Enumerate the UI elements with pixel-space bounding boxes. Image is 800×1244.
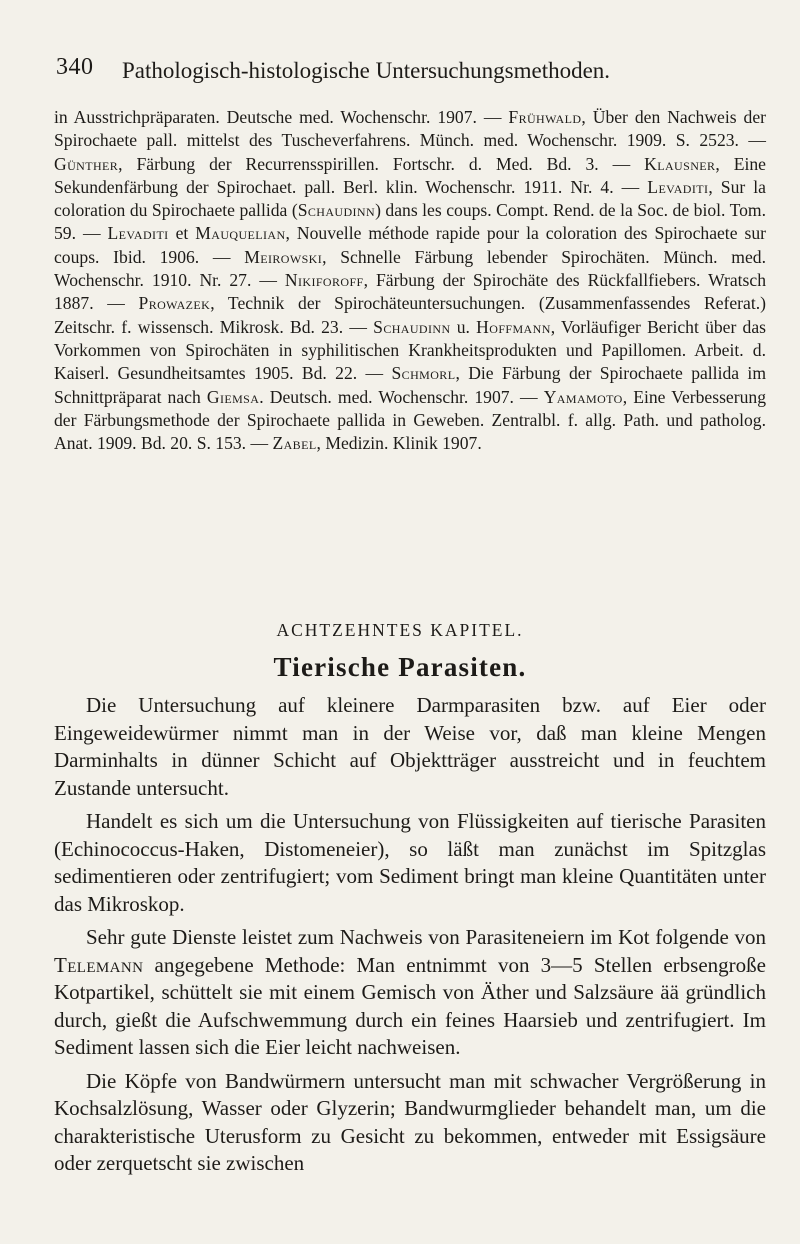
ref-author: Giemsa	[206, 386, 260, 407]
ref-text: , Schnelle Färbung lebender Spirochäten. Münch. med. Wochenschr. 1910. Nr. 27. —	[54, 246, 766, 291]
ref-author: Günther	[54, 153, 119, 174]
ref-text: , Sur la coloration du Spirochaete pallida (	[54, 176, 766, 221]
ref-text: , Eine Verbesserung der Färbungsmethode der Spirochaete pallida in Geweben. Zentralbl. f. allg. Path. und patholog. Anat. 1909. Bd. 20. S. 153. —	[54, 386, 766, 454]
ref-author: Frühwald	[508, 107, 582, 127]
ref-text: et	[168, 223, 196, 244]
bibliography-text	[54, 106, 766, 455]
page-header	[0, 52, 800, 92]
ref-text: u.	[450, 316, 477, 337]
ref-author: Yamamoto	[543, 386, 623, 407]
ref-author: Klausner	[644, 153, 716, 174]
ref-text: in Ausstrichpräparaten. Deutsche med. Wochenschr. 1907. —	[54, 107, 509, 127]
ref-text: , Über den Nachweis der Spirochaete pall. mittelst des Tuscheverfahrens. Münch. med. Wochenschr. 1909. S. 2523. —	[54, 107, 767, 151]
chapter-body	[54, 692, 766, 1178]
ref-text: , Vorläufiger Bericht über das Vorkommen von Spirochäten in syphilitischen Krankheitsprodukten und Papillomen. Arbeit. d. Kaiserl. Gesundheitsamtes 1905. Bd. 22. —	[54, 316, 767, 384]
page-number: 340	[56, 54, 94, 80]
ref-text: ) dans les coups. Compt. Rend. de la Soc. de biol. Tom. 59. —	[54, 200, 766, 244]
chapter-label: ACHTZEHNTES KAPITEL.	[276, 620, 524, 640]
ref-text: , Die Färbung der Spirochaete pallida im Schnittpräparat nach	[54, 363, 767, 407]
paragraph-1: Die Untersuchung auf kleinere Darmparasiten bzw. auf Eier oder Eingeweidewürmer nimmt man in der Weise vor, daß man kleine Mengen Darminhalts in dünner Schicht auf Objektträger ausstreicht und in feuchtem Zustande untersucht.	[54, 693, 766, 800]
paragraph-4: Die Köpfe von Bandwürmern untersucht man mit schwacher Vergrößerung in Kochsalzlösung, Wasser oder Glyzerin; Bandwurmglieder behandelt man, um die charakteristische Uterusform zu Gesicht zu bekommen, entweder mit Essigsäure oder zerquetscht sie zwischen	[54, 1068, 766, 1175]
ref-author: Schaudinn	[373, 316, 451, 337]
paragraph-3-author: Telemann	[54, 952, 144, 977]
ref-author: Mauquelian	[195, 223, 286, 244]
ref-author: Nikiforoff	[284, 270, 364, 291]
ref-author: Meirowski	[244, 246, 323, 267]
chapter-title: Tierische Parasiten.	[273, 652, 527, 682]
bibliography-block	[54, 106, 766, 455]
ref-author: Levaditi	[647, 176, 709, 197]
ref-text: , Technik der Spirochäteuntersuchungen. (Zusammenfassendes Referat.) Zeitschr. f. wissensch. Mikrosk. Bd. 23. —	[54, 293, 767, 337]
ref-text: . Deutsch. med. Wochenschr. 1907. —	[259, 386, 544, 407]
ref-author: Schaudinn	[297, 200, 376, 221]
running-title: Pathologisch-histologische Untersuchungsmethoden.	[122, 58, 611, 83]
ref-text: , Färbung der Recurrensspirillen. Fortschr. d. Med. Bd. 3. —	[118, 153, 645, 174]
ref-author: Hoffmann	[476, 316, 551, 337]
ref-text: , Nouvelle méthode rapide pour la coloration des Spirochaete sur coups. Ibid. 1906. —	[54, 223, 766, 267]
ref-text: , Färbung der Spirochäte des Rückfallfiebers. Wratsch 1887. —	[54, 270, 766, 314]
paragraph-2: Handelt es sich um die Untersuchung von Flüssigkeiten auf tierische Parasiten (Echinococcus-Haken, Distomeneier), so läßt man zunächst im Spitzglas sedimentieren oder zentrifugiert; vom Sediment bringt man kleine Quantitäten unter das Mikroskop.	[54, 809, 766, 916]
ref-author: Zabel	[272, 433, 317, 454]
ref-author: Schmorl	[391, 363, 456, 384]
ref-text: , Eine Sekundenfärbung der Spirochaet. pall. Berl. klin. Wochenschr. 1911. Nr. 4. —	[54, 153, 766, 197]
paragraph-3-text: Sehr gute Dienste leistet zum Nachweis von Parasiteneiern im Kot folgende von	[86, 925, 766, 949]
ref-author: Prowazek	[138, 293, 211, 314]
ref-author: Levaditi	[107, 223, 169, 244]
ref-text: , Medizin. Klinik 1907.	[316, 433, 482, 454]
paragraph-3-text: angegebene Methode: Man entnimmt von 3—5 Stellen erbsengroße Kotpartikel, schüttelt sie mit einem Gemisch von Äther und Salzsäure ää gründlich durch, gießt die Aufschwemmung durch ein feines Haarsieb und zentrifugiert. Im Sediment lassen sich die Eier leicht nachweisen.	[54, 952, 766, 1059]
paragraph-3	[54, 924, 766, 1062]
